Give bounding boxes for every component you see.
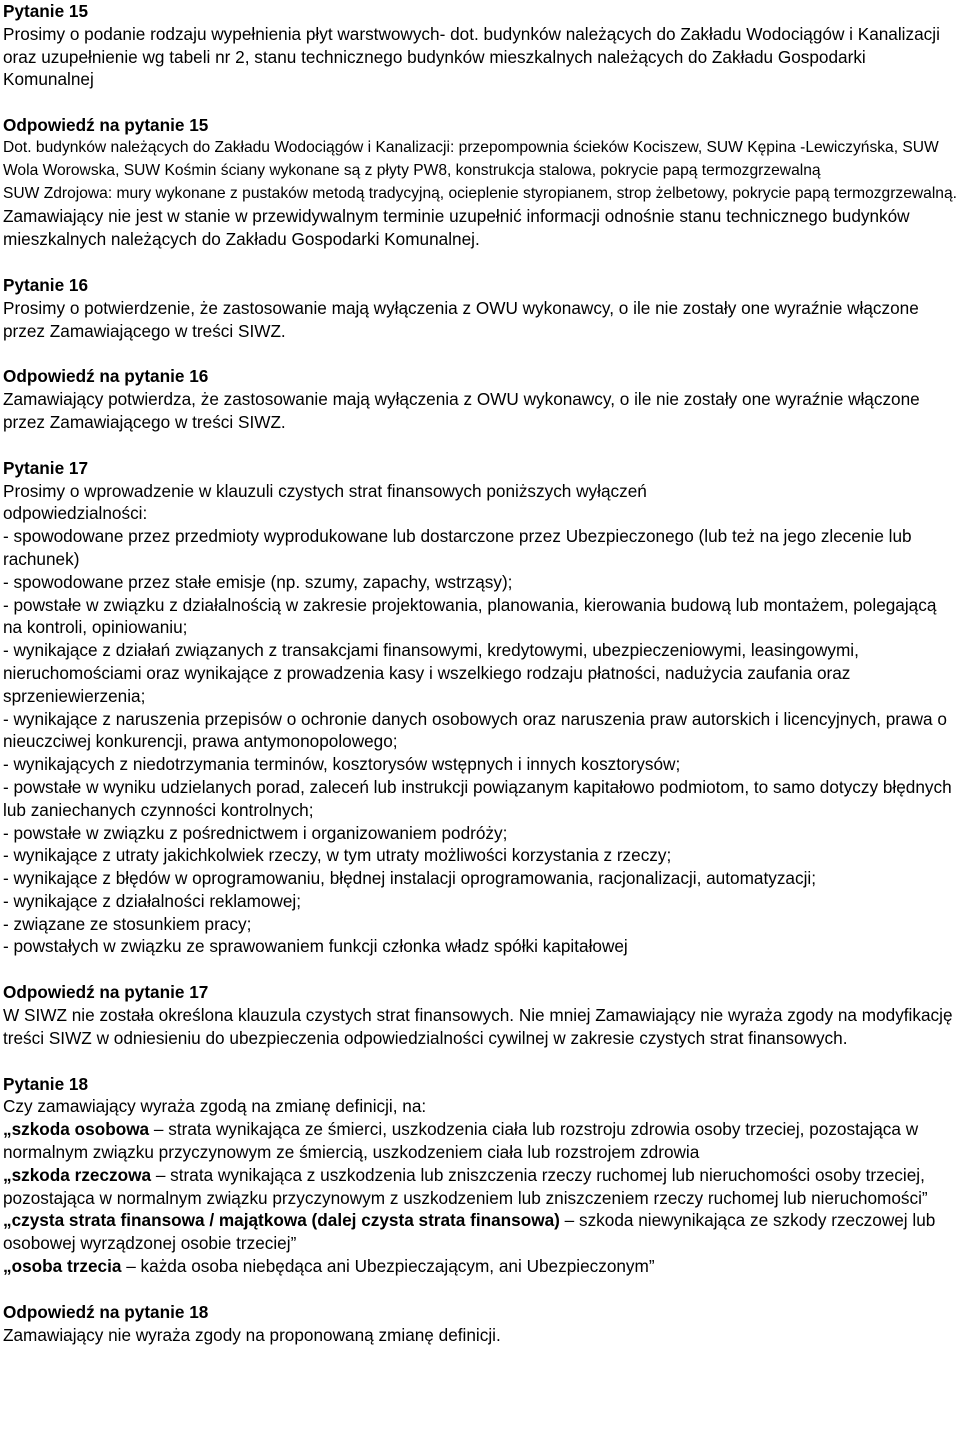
answer-17-text: W SIWZ nie została określona klauzula czystych strat finansowych. Nie mniej Zamawiający nie wyraża zgody na modyfikację treści SIWZ w odniesieniu do ubezpieczenia odpowiedzialności cywilnej w zakresie czystych strat finansowych. (3, 1005, 953, 1048)
answer-17 (3, 981, 958, 1049)
definition-text: – szkoda niewynikająca ze szkody rzeczowej lub osobowej wyrządzonej osobie trzeciej” (3, 1210, 936, 1254)
answer-18-text: Zamawiający nie wyraża zgody na proponowaną zmianę definicji. (3, 1324, 501, 1345)
answer-16-text: Zamawiający potwierdza, że zastosowanie mają wyłączenia z OWU wykonawcy, o ile nie zostały one wyraźnie włączone przez Zamawiającego w treści SIWZ. (3, 389, 920, 432)
question-16-heading: Pytanie 16 (3, 274, 89, 295)
answer-18-heading: Odpowiedź na pytanie 18 (3, 1301, 209, 1322)
list-item: - wynikające z błędów w oprogramowaniu, błędnej instalacji oprogramowania, racjonalizacji, automatyzacji; (3, 868, 816, 889)
definition-text: – każda osoba niebędąca ani Ubezpieczającym, ani Ubezpieczonym” (121, 1256, 655, 1277)
question-15 (3, 0, 958, 91)
list-item: - powstałe w związku z pośrednictwem i organizowaniem podróży; (3, 822, 508, 843)
question-16-text: Prosimy o potwierdzenie, że zastosowanie mają wyłączenia z OWU wykonawcy, o ile nie zostały one wyraźnie włączone przez Zamawiającego w treści SIWZ. (3, 297, 919, 341)
answer-15-paragraph-2: SUW Zdrojowa: mury wykonane z pustaków metodą tradycyjną, ocieplenie styropianem, strop żelbetowy, pokrycie papą termozgrzewalną. (3, 184, 957, 202)
question-17-intro: Prosimy o wprowadzenie w klauzuli czystych strat finansowych poniższych wyłączeń odpowiedzialności: (3, 480, 647, 524)
list-item: - spowodowane przez stałe emisje (np. szumy, zapachy, wstrząsy); (3, 571, 513, 592)
question-15-text: Prosimy o podanie rodzaju wypełnienia płyt warstwowych- dot. budynków należących do Zakładu Wodociągów i Kanalizacji oraz uzupełnienie wg tabeli nr 2, stanu technicznego budynków mieszkalnych należących do Zakładu Gospodarki Komunalnej (3, 23, 940, 90)
definition-term: „osoba trzecia (3, 1256, 122, 1277)
list-item: - wynikające z działań związanych z transakcjami finansowymi, kredytowymi, ubezpieczeniowymi, leasingowymi, nieruchomościami oraz wynikające z prowadzenia kasy i wszelkiego rodzaju płatności, nadużycia zaufania oraz sprzeniewierzenia; (3, 640, 859, 706)
question-15-heading: Pytanie 15 (3, 1, 89, 21)
answer-17-heading: Odpowiedź na pytanie 17 (3, 982, 209, 1003)
question-18-intro: Czy zamawiający wyraża zgodą na zmianę definicji, na: (3, 1096, 427, 1117)
list-item: - wynikające z działalności reklamowej; (3, 890, 302, 911)
answer-15-heading: Odpowiedź na pytanie 15 (3, 115, 209, 136)
list-item: - związane ze stosunkiem pracy; (3, 913, 252, 934)
list-item: - powstałe w związku z działalnością w zakresie projektowania, planowania, kierowania budową lub montażem, polegającą na kontroli, opiniowaniu; (3, 594, 937, 638)
definition-term: „szkoda osobowa (3, 1119, 150, 1140)
list-item: - wynikające z naruszenia przepisów o ochronie danych osobowych oraz naruszenia praw autorskich i licencyjnych, prawa o nieuczciwej konkurencji, prawa antymonopolowego; (3, 708, 947, 752)
answer-15-paragraph-3: Zamawiający nie jest w stanie w przewidywalnym terminie uzupełnić informacji odnośnie stanu technicznego budynków mieszkalnych należących do Zakładu Gospodarki Komunalnej. (3, 206, 910, 250)
list-item: - spowodowane przez przedmioty wyprodukowane lub dostarczone przez Ubezpieczonego (lub też na jego zlecenie lub rachunek) (3, 526, 912, 569)
definition-text: – strata wynikająca z uszkodzenia lub zniszczenia rzeczy ruchomej lub nieruchomości osoby trzeciej, pozostająca w normalnym związku przyczynowym z uszkodzeniem lub zniszczeniem rzeczy ruchomej lub nieruchomości” (3, 1164, 928, 1208)
list-item: - powstałych w związku ze sprawowaniem funkcji członka władz spółki kapitałowej (3, 936, 628, 957)
definition-third-party (3, 1255, 958, 1278)
definition-term: „szkoda rzeczowa (3, 1164, 152, 1185)
question-18 (3, 1073, 958, 1278)
definition-text: – strata wynikająca ze śmierci, uszkodzenia ciała lub rozstroju zdrowia osoby trzeciej, pozostająca w normalnym związku przyczynowym ze śmiercią, uszkodzeniem ciała lub rozstrojem zdrowia (3, 1119, 919, 1163)
list-item: - wynikających z niedotrzymania terminów, kosztorysów wstępnych i innych kosztorysów; (3, 754, 681, 775)
list-item: - powstałe w wyniku udzielanych porad, zaleceń lub instrukcji powiązanym kapitałowo podmiotom, to samo dotyczy błędnych lub zaniechanych czynności kontrolnych; (3, 776, 952, 820)
list-item: - wynikające z utraty jakichkolwiek rzeczy, w tym utraty możliwości korzystania z rzeczy; (3, 845, 672, 866)
answer-15 (3, 114, 958, 251)
definition-personal-damage (3, 1118, 958, 1164)
answer-18 (3, 1301, 958, 1347)
answer-15-paragraph-1: Dot. budynków należących do Zakładu Wodociągów i Kanalizacji: przepompownia ścieków Kociszew, SUW Kępina -Lewiczyńska, SUW Wola Worowska, SUW Kośmin ściany wykonane są z płyty PW8, konstrukcja stalowa, pokrycie papą termozgrzewalną (3, 138, 939, 179)
question-16 (3, 274, 958, 342)
question-17 (3, 457, 958, 959)
definition-term: „czysta strata finansowa / majątkowa (dalej czysta strata finansowa) (3, 1210, 560, 1231)
question-18-heading: Pytanie 18 (3, 1073, 89, 1094)
answer-16 (3, 365, 958, 433)
question-17-heading: Pytanie 17 (3, 457, 89, 478)
definition-property-damage (3, 1164, 958, 1210)
definition-pure-financial-loss (3, 1209, 958, 1255)
answer-16-heading: Odpowiedź na pytanie 16 (3, 366, 209, 387)
